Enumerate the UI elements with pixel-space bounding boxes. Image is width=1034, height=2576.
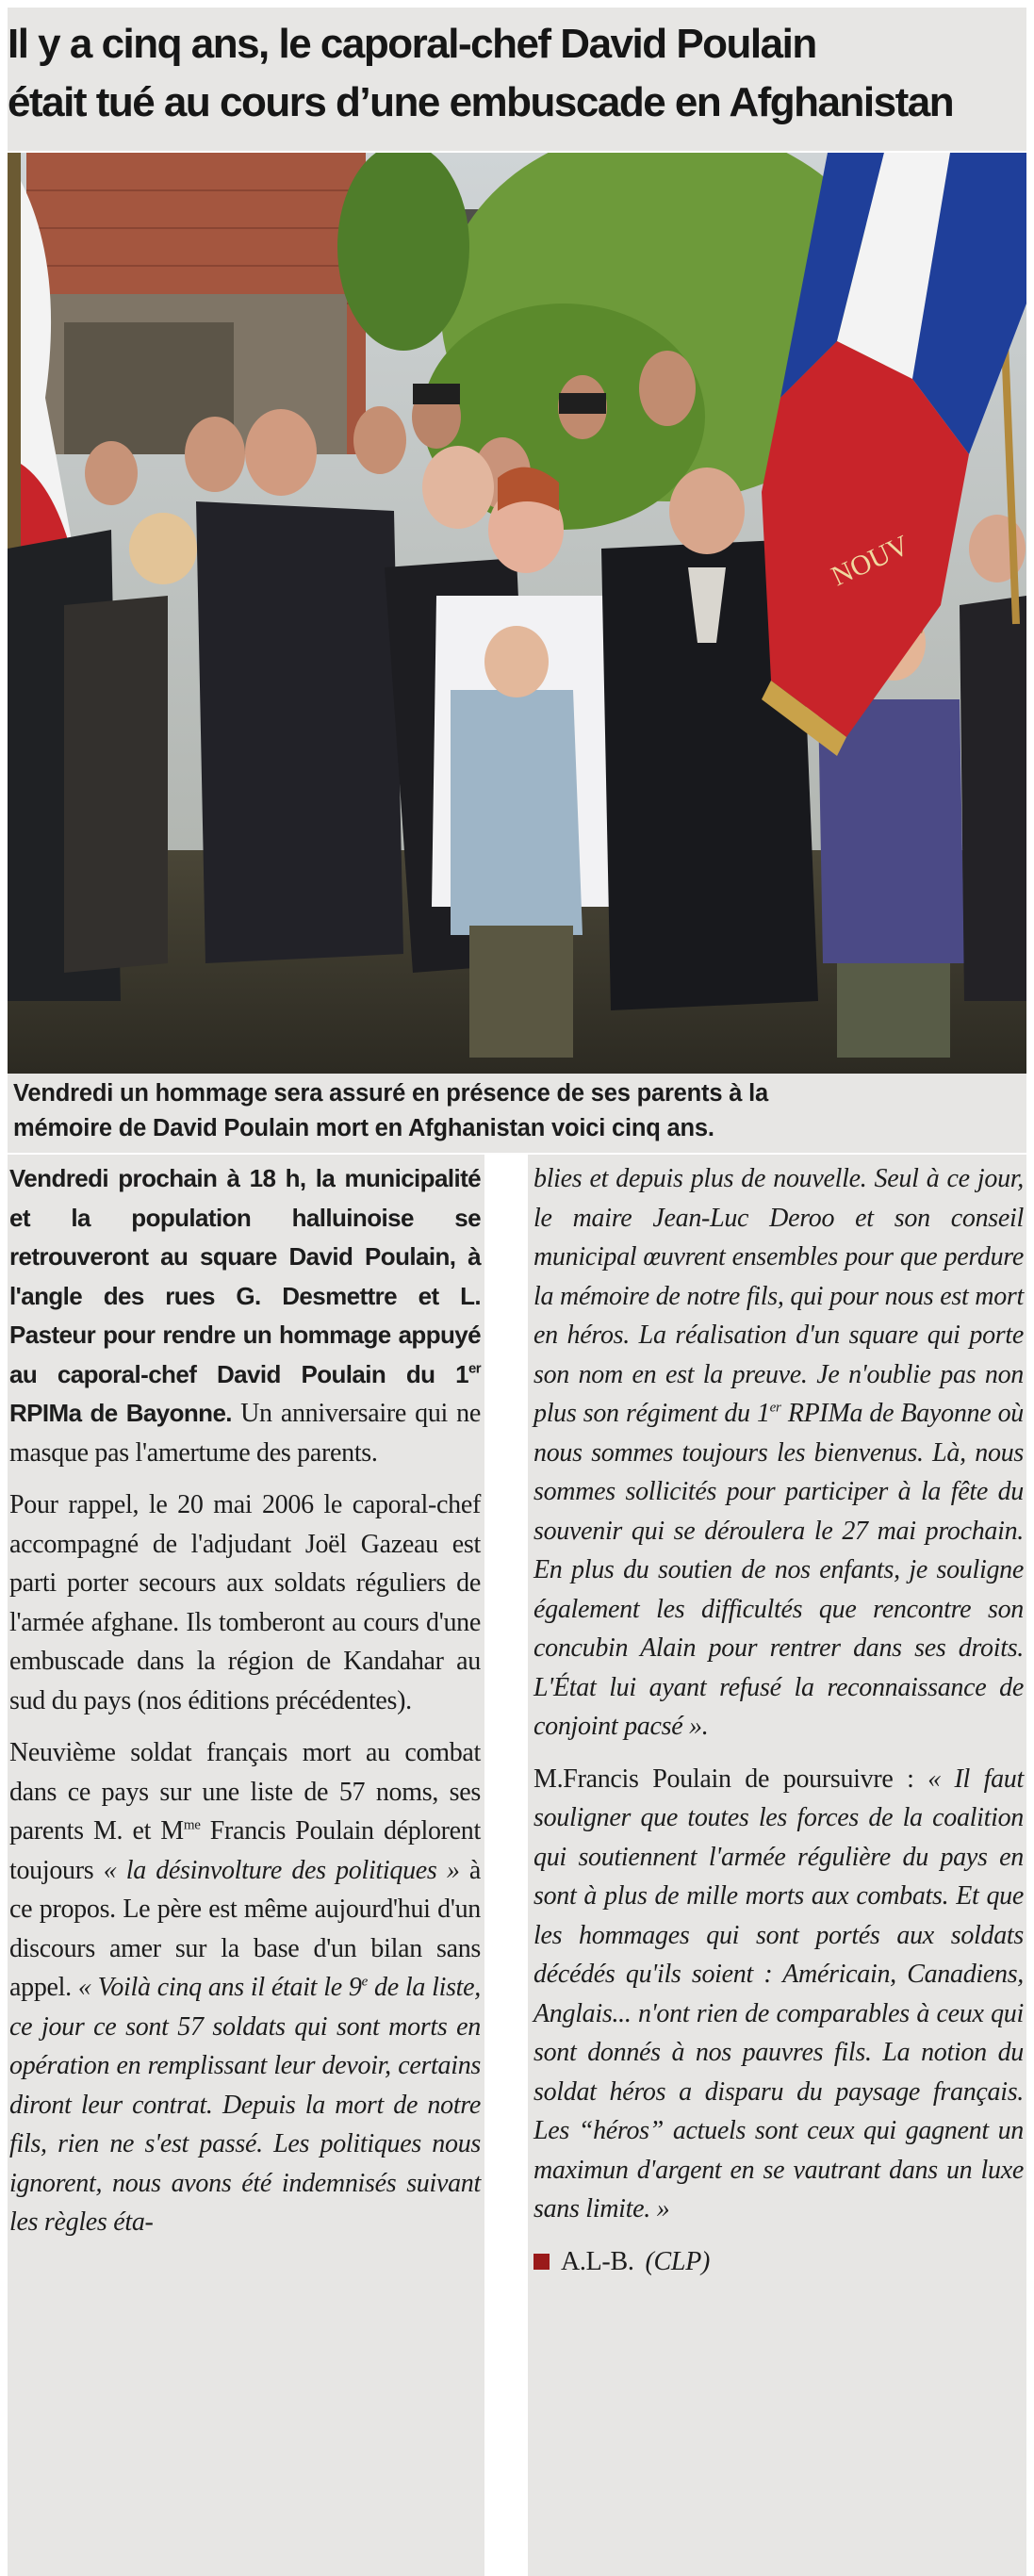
photo-caption xyxy=(13,1076,1026,1146)
paragraph-5 xyxy=(533,1760,1024,2229)
paragraph-3-quote-1: « Voilà cinq ans il était le 9 xyxy=(71,1973,362,2002)
left-column xyxy=(9,1159,481,2256)
caption-line-1: Vendredi un hommage sera assuré en présence de ses parents à la xyxy=(13,1080,768,1107)
paragraph-3-quote-sup: e xyxy=(361,1974,368,1990)
article-photo xyxy=(8,153,1026,1074)
paragraph-3 xyxy=(9,1733,481,2242)
paragraph-5-a: M.Francis Poulain de poursuivre : xyxy=(533,1764,914,1794)
paragraph-3-c: à ce propos. Le père est même aujourd'hui d'un discours amer sur la base d'un bilan sans appel. xyxy=(9,1855,481,2002)
lead-superscript: er xyxy=(468,1360,481,1377)
lead-text: Vendredi prochain à 18 h, la municipalité et la population halluinoise se retrouveront au square David Poulain, à l'angle des rues G. Desmettre et L. Pasteur pour rendre un hommage appuyé au caporal-chef David Poulain du 1 xyxy=(9,1164,481,1388)
headline xyxy=(8,15,1026,132)
paragraph-2: Pour rappel, le 20 mai 2006 le caporal-chef accompagné de l'adjudant Joël Gazeau est parti porter secours aux soldats réguliers de l'armée afghane. Ils tomberont au cours d'une embuscade dans la région de Kandahar au sud du pays (nos éditions précédentes). xyxy=(9,1490,481,1715)
byline-name: A.L-B. xyxy=(561,2246,634,2276)
paragraph-4-b: RPIMa de Bayonne où nous sommes toujours les bienvenus. Là, nous sommes sollicités pour participer à la fête du souvenir qui se déroulera le 27 mai prochain. En plus du soutien de nos enfants, je souligne également les difficultés que rencontre son concubin Alain pour rentrer dans ses droits. L'État lui ayant refusé la reconnaissance de conjoint pacsé ». xyxy=(533,1399,1024,1741)
paragraph-4-a: blies et depuis plus de nouvelle. Seul à ce jour, le maire Jean-Luc Deroo et son conseil municipal œuvrent ensembles pour que perdure la mémoire de notre fils, qui pour nous est mort en héros. La réalisation d'un square qui porte son nom en est la preuve. Je n'oublie pas non plus son régiment du 1 xyxy=(533,1164,1024,1428)
lead-text-end: RPIMa de Bayonne. xyxy=(9,1399,232,1427)
paragraph-3-sup: me xyxy=(183,1817,201,1833)
ceremony-photo-illustration xyxy=(8,153,1026,1074)
paragraph-3-quote: « la désinvolture des politiques » xyxy=(93,1855,469,1885)
flag-text: NOUV xyxy=(827,529,914,593)
headline-line-1: Il y a cinq ans, le caporal-chef David Poulain xyxy=(8,21,816,67)
byline-agency: (CLP) xyxy=(645,2246,711,2276)
paragraph-4 xyxy=(533,1159,1024,1747)
right-column xyxy=(533,1159,1024,2281)
byline xyxy=(533,2242,1024,2282)
square-bullet-icon xyxy=(533,2254,550,2270)
paragraph-1 xyxy=(9,1159,481,1472)
paragraph-1-rest: Un anniversaire qui ne masque pas l'amertume des parents. xyxy=(9,1399,481,1468)
paragraph-3-a: Neuvième soldat français mort au combat dans ce pays sur une liste de 57 noms, ses parents M. et M xyxy=(9,1738,481,1846)
paragraph-3-b: Francis Poulain déplorent toujours xyxy=(9,1816,481,1885)
paragraph-5-quote: « Il faut souligner que toutes les forces de la coalition qui soutiennent l'armée régulière du pays en sont à plus de mille morts aux combats. Et que les hommages qui sont portés aux soldats décédés qu'ils soient : Américain, Canadiens, Anglais... n'ont rien de comparables à ceux qui sont donnés à nos pauvres fils. La notion du soldat héros a disparu du paysage français. Les “héros” actuels sont ceux qui gagnent un maximun d'argent en se vautrant dans un luxe sans limite. » xyxy=(533,1764,1024,2223)
headline-line-2: était tué au cours d’une embuscade en Afghanistan xyxy=(8,79,954,125)
caption-line-2: mémoire de David Poulain mort en Afghanistan voici cinq ans. xyxy=(13,1115,714,1141)
paragraph-4-sup: er xyxy=(769,1400,781,1416)
paragraph-3-quote-2: de la liste, ce jour ce sont 57 soldats qui sont morts en opération en remplissant leur devoir, certains diront leur contrat. Depuis la mort de notre fils, rien ne s'est passé. Les politiques nous ignorent, nous avons été indemnisés suivant les règles éta- xyxy=(9,1973,481,2237)
